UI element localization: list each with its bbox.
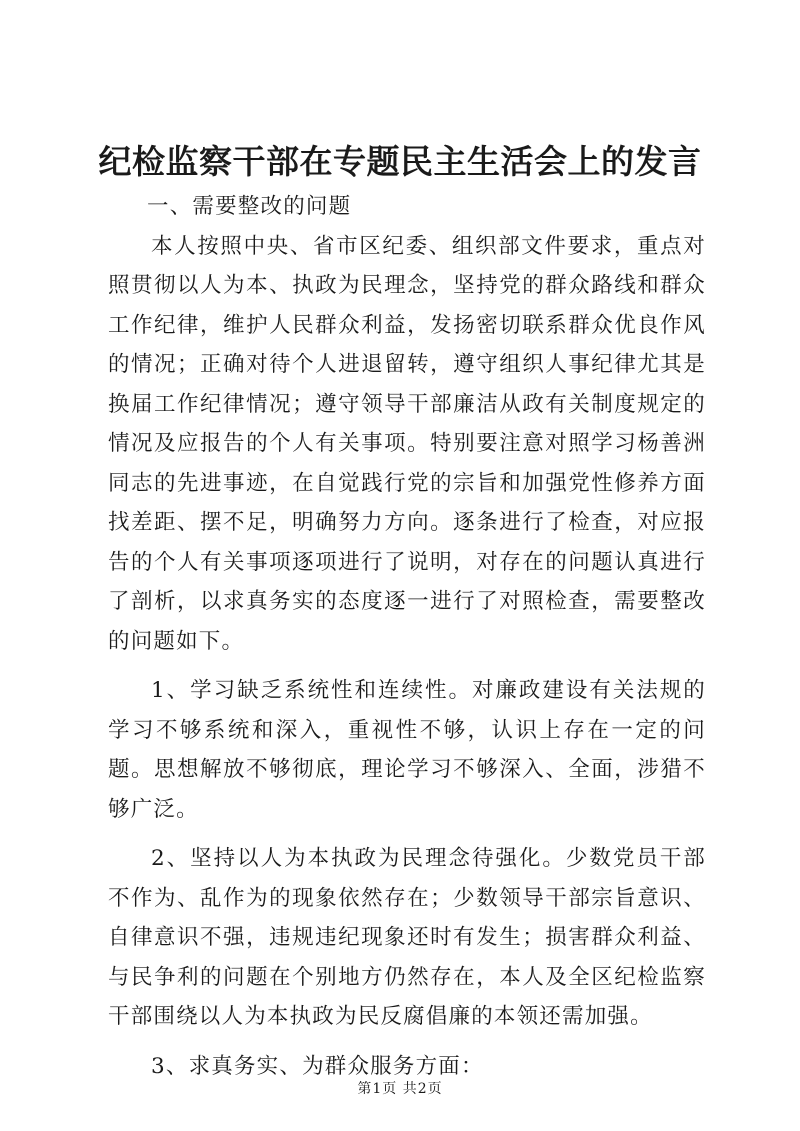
- paragraph-intro: 本人按照中央、省市区纪委、组织部文件要求，重点对照贯彻以人为本、执政为民理念，坚持党的群众路线和群众工作纪律，维护人民群众利益，发扬密切联系群众优良作风的情况；正确对待个人进退留转，遵守组织人事纪律尤其是换届工作纪律情况；遵守领导干部廉洁从政有关制度规定的情况及应报告的个人有关事项。特别要注意对照学习杨善洲同志的先进事迹，在自觉践行党的宗旨和加强党性修养方面找差距、摆不足，明确努力方向。逐条进行了检查，对应报告的个人有关事项逐项进行了说明，对存在的问题认真进行了剖析，以求真务实的态度逐一进行了对照检查，需要整改的问题如下。: [108, 233, 706, 654]
- section-heading: 一、需要整改的问题: [147, 194, 352, 219]
- page-footer: [0, 1079, 800, 1099]
- paragraph-item-3: 3、求真务实、为群众服务方面：: [151, 1053, 484, 1079]
- paragraph-item-2: 2、坚持以人为本执政为民理念待强化。少数党员干部不作为、乱作为的现象依然存在；少数领导干部宗旨意识、自律意识不强，违规违纪现象还时有发生；损害群众利益、与民争利的问题在个别地方仍然存在，本人及全区纪检监察干部围绕以人为本执政为民反腐倡廉的本领还需加强。: [108, 846, 706, 1029]
- document-body: [108, 187, 706, 1086]
- document-title: 纪检监察干部在专题民主生活会上的发言: [98, 142, 702, 181]
- page-indicator: 第1页 共2页: [357, 1081, 443, 1097]
- paragraph-item-1: 1、学习缺乏系统性和连续性。对廉政建设有关法规的学习不够系统和深入，重视性不够，认识上存在一定的问题。思想解放不够彻底，理论学习不够深入、全面，涉猎不够广泛。: [108, 678, 706, 822]
